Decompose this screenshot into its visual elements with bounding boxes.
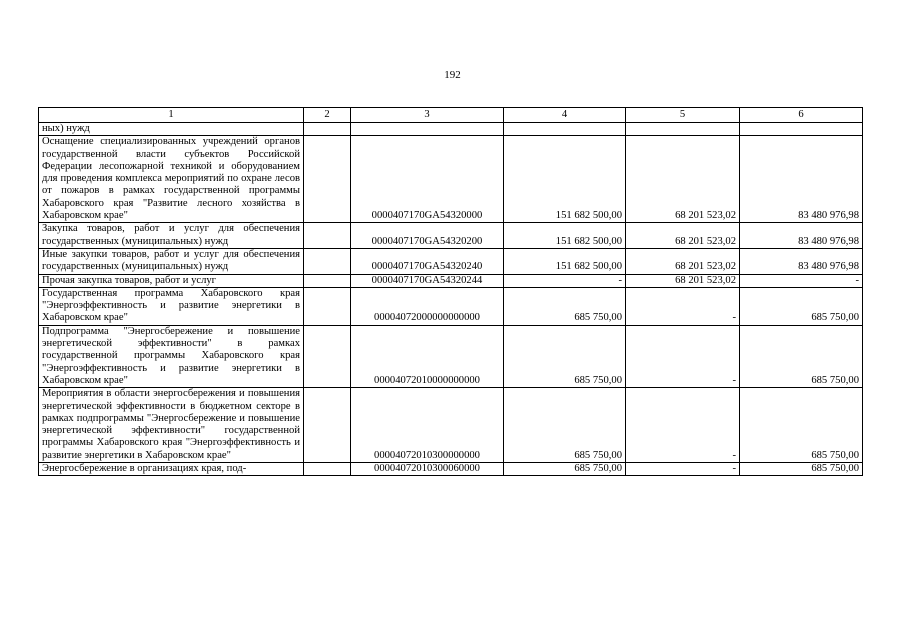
header-cell: 3 [351,108,504,123]
row-name: Закупка товаров, работ и услуг для обеспечения государственных (муниципальных) нужд [39,223,304,249]
row-value-4: 685 750,00 [504,463,626,476]
row-col2 [304,136,351,223]
row-value-4: - [504,274,626,287]
row-name: Мероприятия в области энергосбережения и повышения энергетической эффективности в бюджетном секторе в рамках подпрограммы "Энергосбережение и повышение энергетической эффективности" государственной программы Хабаровского края "Энергоэффективность и развитие энергетики в Хабаровском крае" [39,388,304,463]
row-value-6: 83 480 976,98 [740,248,863,274]
row-code: 00004072000000000000 [351,287,504,325]
row-name: Оснащение специализированных учреждений органов государственной власти субъектов Российской Федерации лесопожарной техникой и оборудованием для проведения комплекса мероприятий по охране лесов от пожаров в рамках государственной программы Хабаровского края "Развитие лесного хозяйства в Хабаровском крае" [39,136,304,223]
header-cell: 5 [626,108,740,123]
row-code: 00004072010300060000 [351,463,504,476]
row-value-5: - [626,388,740,463]
row-value-5: - [626,325,740,387]
row-name: Прочая закупка товаров, работ и услуг [39,274,304,287]
row-value-4 [504,123,626,136]
header-cell: 2 [304,108,351,123]
row-name: ных) нужд [39,123,304,136]
row-value-4: 685 750,00 [504,325,626,387]
row-name: Энергосбережение в организациях края, под- [39,463,304,476]
row-name: Государственная программа Хабаровского края "Энергоэффективность и развитие энергетики в Хабаровском крае" [39,287,304,325]
row-value-4: 151 682 500,00 [504,223,626,249]
table-header-row [39,108,863,123]
budget-table [38,107,863,476]
row-value-6: 685 750,00 [740,325,863,387]
table-row [39,463,863,476]
header-cell: 6 [740,108,863,123]
row-value-6: 685 750,00 [740,388,863,463]
row-value-5: 68 201 523,02 [626,223,740,249]
row-col2 [304,388,351,463]
row-code [351,123,504,136]
row-value-5: - [626,463,740,476]
table-row [39,248,863,274]
row-value-6: 685 750,00 [740,287,863,325]
row-value-5: 68 201 523,02 [626,274,740,287]
row-name: Иные закупки товаров, работ и услуг для обеспечения государственных (муниципальных) нужд [39,248,304,274]
row-value-4: 685 750,00 [504,388,626,463]
row-code: 0000407170GA54320244 [351,274,504,287]
row-value-6: 83 480 976,98 [740,136,863,223]
header-cell: 4 [504,108,626,123]
row-value-5 [626,123,740,136]
row-value-6: - [740,274,863,287]
row-col2 [304,223,351,249]
table-row [39,136,863,223]
row-value-6 [740,123,863,136]
page-number: 192 [444,69,461,81]
row-code: 0000407170GA54320200 [351,223,504,249]
row-value-6: 83 480 976,98 [740,223,863,249]
row-value-5: 68 201 523,02 [626,136,740,223]
row-col2 [304,274,351,287]
row-col2 [304,325,351,387]
row-value-5: - [626,287,740,325]
row-col2 [304,463,351,476]
table-row [39,388,863,463]
row-code: 00004072010300000000 [351,388,504,463]
row-col2 [304,287,351,325]
row-code: 0000407170GA54320000 [351,136,504,223]
row-value-5: 68 201 523,02 [626,248,740,274]
header-cell: 1 [39,108,304,123]
table-row [39,274,863,287]
row-col2 [304,248,351,274]
row-value-4: 151 682 500,00 [504,136,626,223]
row-code: 00004072010000000000 [351,325,504,387]
row-code: 0000407170GA54320240 [351,248,504,274]
row-name: Подпрограмма "Энергосбережение и повышение энергетической эффективности" в рамках государственной программы Хабаровского края "Энергоэффективность и развитие энергетики в Хабаровском крае" [39,325,304,387]
row-value-4: 151 682 500,00 [504,248,626,274]
table-row [39,325,863,387]
row-col2 [304,123,351,136]
table-row [39,223,863,249]
table-row [39,287,863,325]
table-row [39,123,863,136]
row-value-6: 685 750,00 [740,463,863,476]
row-value-4: 685 750,00 [504,287,626,325]
